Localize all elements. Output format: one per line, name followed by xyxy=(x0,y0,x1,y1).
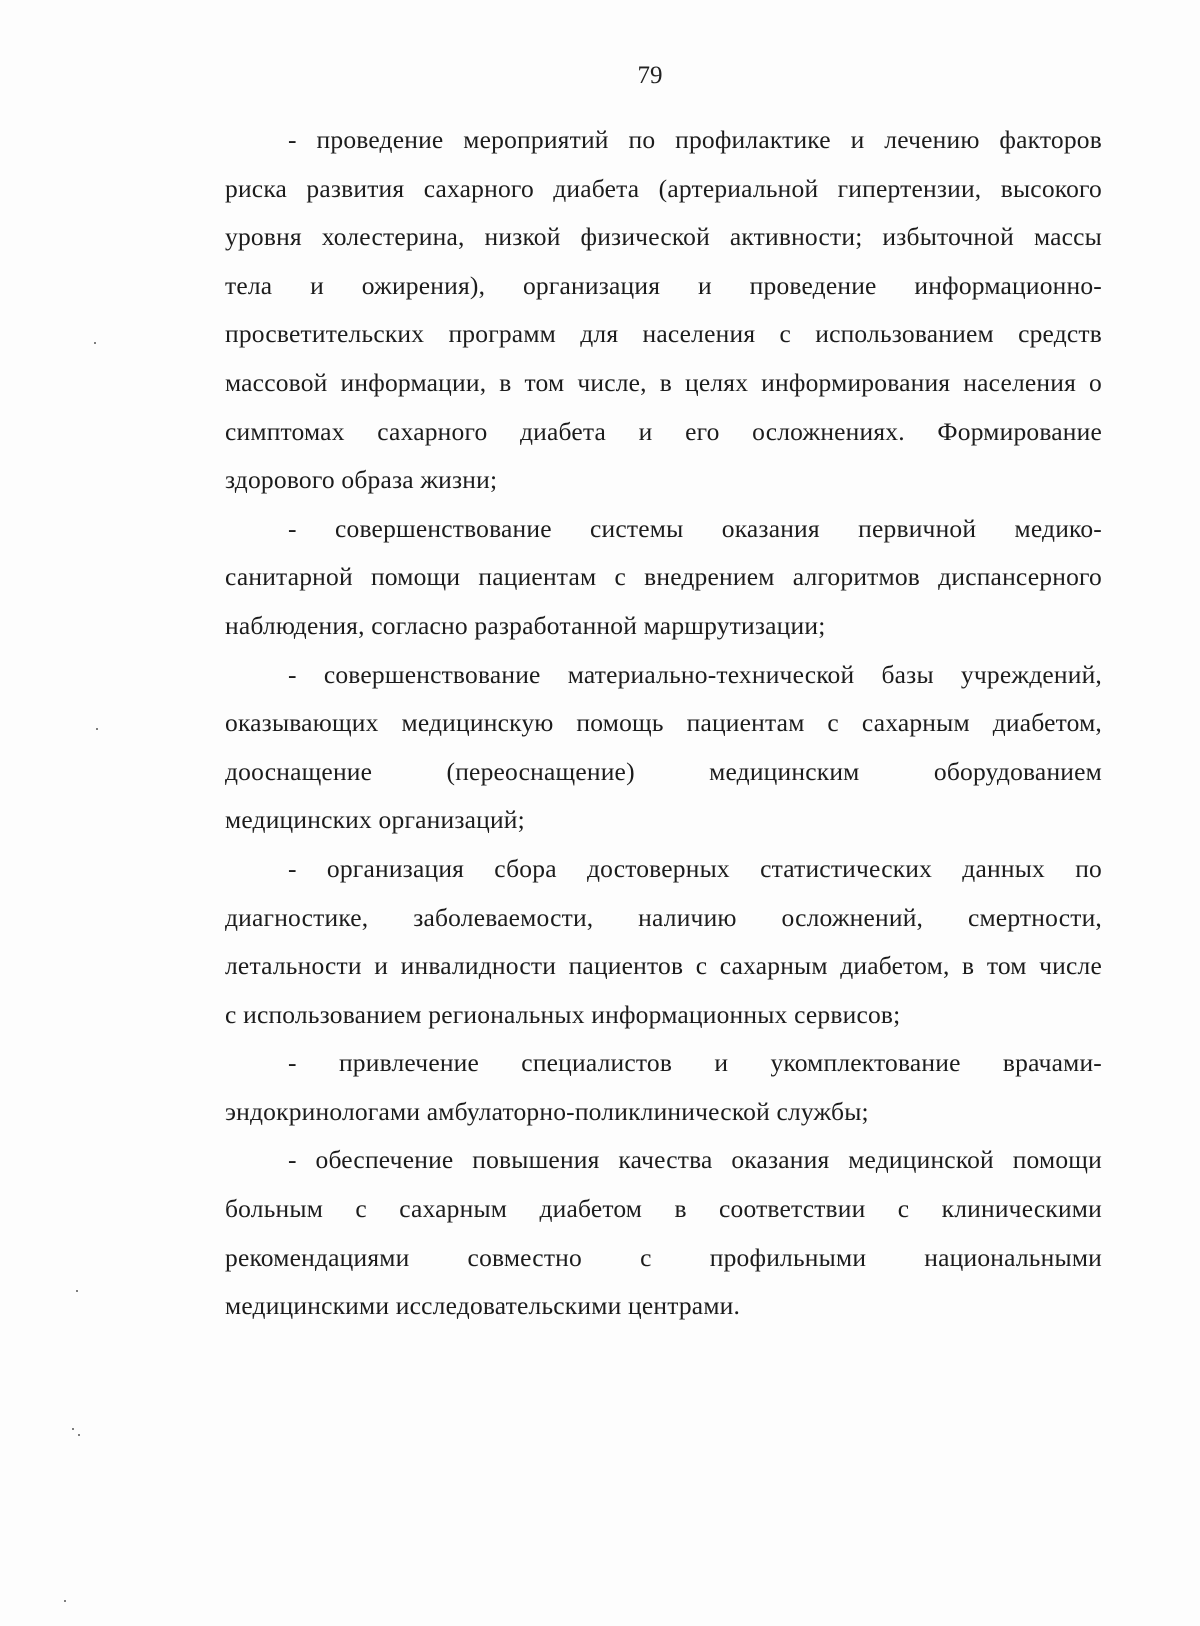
text-line: дооснащение (переоснащение) медицинским оборудованием xyxy=(225,756,1102,786)
scan-speck xyxy=(72,1428,74,1430)
paragraph-statistics xyxy=(225,845,1102,1039)
text-line: рекомендациями совместно с профильными национальными xyxy=(225,1242,1102,1272)
paragraph-equipment xyxy=(225,651,1102,845)
text-line: эндокринологами амбулаторно-поликлинической службы; xyxy=(225,1096,869,1126)
paragraph-primary-care xyxy=(225,505,1102,651)
text-line: - совершенствование материально-технической базы учреждений, xyxy=(288,659,1102,689)
paragraph-staffing xyxy=(225,1039,1102,1136)
text-line: риска развития сахарного диабета (артериальной гипертензии, высокого xyxy=(225,173,1102,203)
text-line: с использованием региональных информационных сервисов; xyxy=(225,999,901,1029)
paragraph-quality xyxy=(225,1136,1102,1330)
text-line: уровня холестерина, низкой физической активности; избыточной массы xyxy=(225,222,1102,252)
scan-speck xyxy=(96,728,98,730)
text-line: - проведение мероприятий по профилактике и лечению факторов xyxy=(288,125,1102,154)
text-line: диагностике, заболеваемости, наличию осложнений, смертности, xyxy=(225,902,1102,932)
scan-speck xyxy=(76,1290,78,1292)
text-line: медицинских организаций; xyxy=(225,805,525,835)
scan-speck xyxy=(78,1434,80,1436)
scan-speck xyxy=(94,342,96,344)
text-line: здорового образа жизни; xyxy=(225,465,498,495)
text-line: медицинскими исследовательскими центрами. xyxy=(225,1291,741,1321)
text-line: летальности и инвалидности пациентов с сахарным диабетом, в том числе xyxy=(225,951,1102,981)
text-line: санитарной помощи пациентам с внедрением алгоритмов диспансерного xyxy=(225,562,1102,592)
page-number: 79 xyxy=(637,62,663,89)
text-line: массовой информации, в том числе, в целях информирования населения о xyxy=(225,367,1102,397)
text-line: - обеспечение повышения качества оказания медицинской помощи xyxy=(288,1145,1102,1175)
document-body xyxy=(225,116,1102,1331)
text-line: - совершенствование системы оказания первичной медико- xyxy=(288,513,1102,543)
text-line: наблюдения, согласно разработанной маршрутизации; xyxy=(225,610,826,640)
text-line: тела и ожирения), организация и проведение информационно- xyxy=(225,270,1102,300)
scan-speck xyxy=(64,1600,66,1602)
text-line: больным с сахарным диабетом в соответствии с клиническими xyxy=(225,1194,1102,1224)
paragraph-prevention xyxy=(225,116,1102,505)
text-line: - организация сбора достоверных статистических данных по xyxy=(288,853,1102,883)
text-line: просветительских программ для населения с использованием средств xyxy=(225,319,1102,349)
scan-margin-specks xyxy=(60,0,100,1626)
text-line: симптомах сахарного диабета и его осложнениях. Формирование xyxy=(225,416,1102,446)
text-line: оказывающих медицинскую помощь пациентам с сахарным диабетом, xyxy=(225,708,1102,738)
text-line: - привлечение специалистов и укомплектование врачами- xyxy=(288,1048,1102,1078)
